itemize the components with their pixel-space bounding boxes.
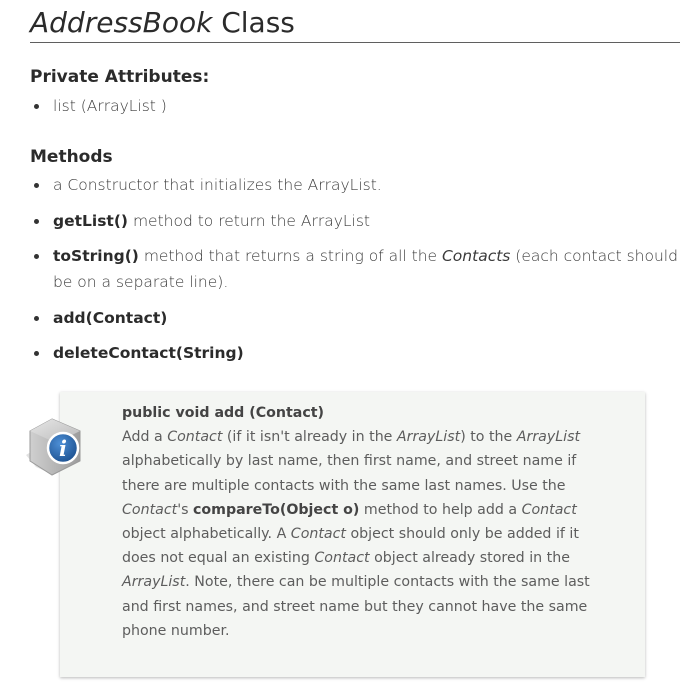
list-item <box>30 243 680 295</box>
title-suffix: Class <box>212 6 295 39</box>
method-name: deleteContact(String) <box>53 344 244 362</box>
method-text-italic: Contacts <box>441 247 511 265</box>
note-text: object already stored in the <box>369 550 570 567</box>
note-heading: public void add (Contact) <box>122 405 325 421</box>
note-method: compareTo(Object o) <box>193 501 360 518</box>
note-text: alphabetically by last name, then first name, and street name if there are multiple contacts with the same last names. Use the <box>122 453 577 494</box>
methods-heading: Methods <box>30 147 113 167</box>
bullet-icon <box>34 351 39 356</box>
note-text: Add a <box>122 429 168 446</box>
note-term: Contact <box>167 429 223 446</box>
info-icon <box>22 415 90 479</box>
note-term: ArrayList <box>122 574 186 591</box>
attribute-text: list (ArrayList ) <box>53 97 167 115</box>
title-class-name: AddressBook <box>30 6 213 39</box>
list-item <box>30 208 680 234</box>
list-item <box>30 340 680 366</box>
method-text: a Constructor that initializes the ArrayList. <box>53 176 382 194</box>
note-text: 's <box>177 501 194 518</box>
list-item <box>30 305 680 331</box>
note-text: method to help add a <box>359 501 522 518</box>
page-title <box>30 0 680 43</box>
bullet-icon <box>34 183 39 188</box>
method-text: method that returns a string of all the <box>138 247 442 265</box>
methods-list <box>30 172 680 376</box>
note-body <box>122 401 612 643</box>
note-text: object alphabetically. A <box>122 526 291 543</box>
method-name: getList() <box>53 211 129 230</box>
list-item <box>30 172 680 198</box>
note-term: Contact <box>314 550 370 567</box>
note-text: ) to the <box>460 429 517 446</box>
private-attributes-heading: Private Attributes: <box>30 67 210 87</box>
method-name: add(Contact) <box>53 308 168 327</box>
method-text: method to return the ArrayList <box>128 211 371 230</box>
note-text: (if it isn't already in the <box>222 429 397 446</box>
note-term: ArrayList <box>396 429 461 446</box>
info-icon-letter: i <box>59 436 67 461</box>
info-note-box <box>60 392 645 677</box>
bullet-icon <box>34 254 39 259</box>
bullet-icon <box>34 104 39 109</box>
list-item <box>30 93 680 119</box>
page-content <box>30 0 680 362</box>
note-paragraph <box>122 425 612 643</box>
private-attributes-list <box>30 93 680 119</box>
bullet-icon <box>34 219 39 224</box>
note-term: ArrayList <box>516 429 581 446</box>
method-text: (each contact should be on a separate line). <box>53 247 678 291</box>
method-name: toString() <box>53 247 139 265</box>
note-text: . Note, there can be multiple contacts with the same last and first names, and street name but they cannot have the same phone number. <box>122 574 590 639</box>
note-term: Contact <box>122 501 178 518</box>
note-term: Contact <box>290 526 346 543</box>
note-text: object should only be added if it does not equal an existing <box>122 526 579 567</box>
bullet-icon <box>34 316 39 321</box>
note-term: Contact <box>521 501 577 518</box>
